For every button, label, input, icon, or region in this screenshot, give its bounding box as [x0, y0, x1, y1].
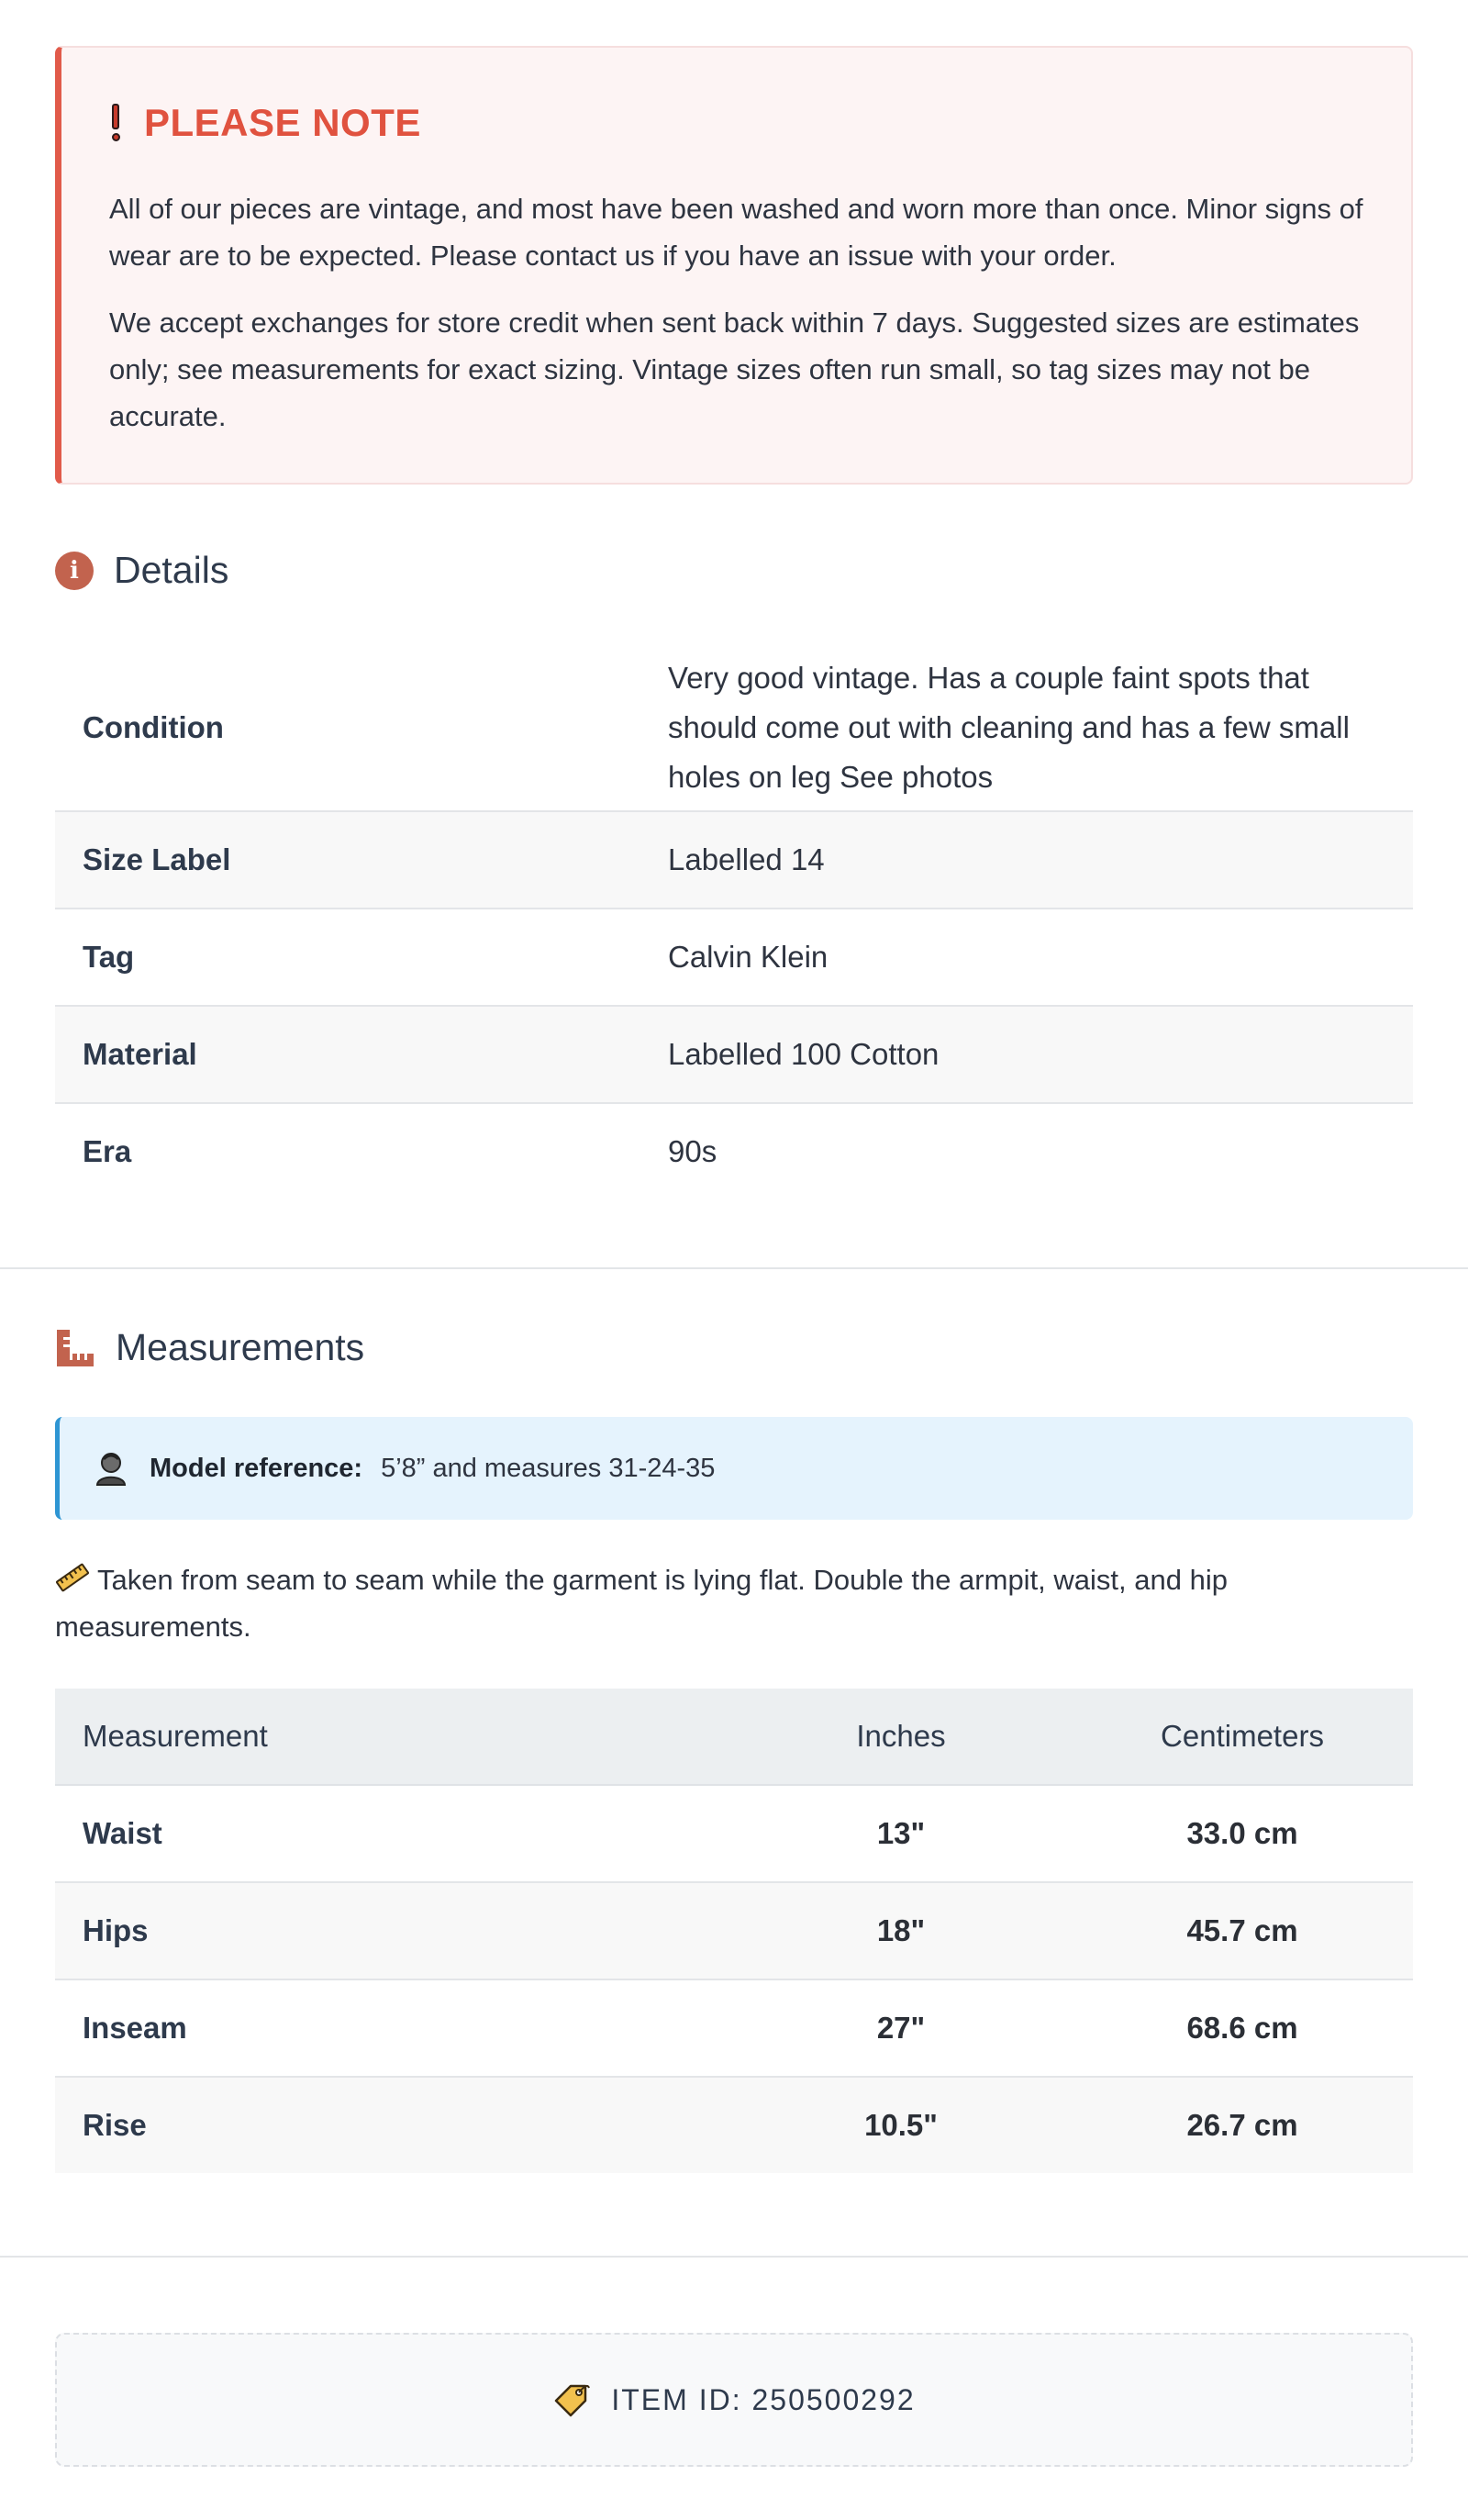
model-reference-label: Model reference:: [150, 1453, 363, 1483]
notice-paragraph: All of our pieces are vintage, and most have been washed and worn more than once. Minor signs of wear are to be expected. Please contact us if you have an issue with your order.: [109, 193, 1363, 272]
detail-value: Very good vintage. Has a couple faint spots that should come out with cleaning and has a few small holes on leg See photos: [667, 645, 1413, 811]
detail-label: Size Label: [55, 811, 667, 909]
detail-value: Labelled 14: [667, 811, 1413, 909]
measurement-cm: 33.0 cm: [1072, 1785, 1413, 1882]
measurement-name: Rise: [55, 2077, 730, 2173]
detail-label: Material: [55, 1006, 667, 1103]
measurement-inches: 10.5": [730, 2077, 1072, 2173]
measurement-note: [55, 1556, 1413, 1650]
tag-icon: [552, 2381, 591, 2419]
column-header-centimeters: Centimeters: [1072, 1689, 1413, 1785]
measurement-inches: 18": [730, 1882, 1072, 1979]
table-row: [55, 645, 1413, 811]
column-header-measurement: Measurement: [55, 1689, 730, 1785]
details-heading-text: Details: [114, 549, 229, 591]
measurement-cm: 68.6 cm: [1072, 1979, 1413, 2077]
item-id-text: ITEM ID: 250500292: [611, 2382, 916, 2416]
details-heading: [55, 549, 1413, 592]
ruler-icon: [55, 1328, 95, 1368]
measurement-inches: 27": [730, 1979, 1072, 2077]
detail-value: Labelled 100 Cotton: [667, 1006, 1413, 1103]
pencil-icon: [55, 1560, 90, 1595]
table-header-row: [55, 1689, 1413, 1785]
measurement-cm: 45.7 cm: [1072, 1882, 1413, 1979]
model-reference-value: 5’8” and measures 31-24-35: [381, 1453, 716, 1483]
table-row: [55, 1785, 1413, 1882]
detail-label: Condition: [55, 645, 667, 811]
measurements-heading: [55, 1326, 1413, 1369]
exclamation-icon: [109, 104, 122, 142]
detail-label: Era: [83, 1134, 132, 1168]
column-header-inches: Inches: [730, 1689, 1072, 1785]
measurements-heading-text: Measurements: [116, 1326, 365, 1368]
detail-label: Tag: [55, 909, 667, 1006]
notice-paragraph: We accept exchanges for store credit when sent back within 7 days. Suggested sizes are estimates only; see measurements for exact sizing. Vintage sizes often run small, so tag sizes may not be accurate.: [109, 307, 1360, 432]
section-divider: [0, 2256, 1468, 2258]
table-row: [55, 1006, 1413, 1103]
notice-title-text: PLEASE NOTE: [144, 101, 421, 144]
measurement-name: Hips: [55, 1882, 730, 1979]
detail-value: 90s: [668, 1134, 717, 1168]
measurements-table: [55, 1689, 1413, 2173]
measurement-name: Inseam: [55, 1979, 730, 2077]
measurement-cm: 26.7 cm: [1072, 2077, 1413, 2173]
measurement-inches: 13": [730, 1785, 1072, 1882]
model-reference: [55, 1417, 1413, 1520]
measurement-name: Waist: [55, 1785, 730, 1882]
item-id-box: [55, 2333, 1413, 2467]
table-row: [55, 1979, 1413, 2077]
notice-title: [109, 101, 1363, 145]
table-row: [55, 1103, 1413, 1199]
measurement-note-text: Taken from seam to seam while the garment is lying flat. Double the armpit, waist, and hip measurements.: [55, 1564, 1228, 1643]
table-row: [55, 811, 1413, 909]
section-divider: [0, 1267, 1468, 1269]
table-row: [55, 2077, 1413, 2173]
info-icon: i: [55, 552, 94, 590]
person-icon: [93, 1450, 129, 1487]
notice-box: [55, 46, 1413, 485]
detail-value: Calvin Klein: [667, 909, 1413, 1006]
table-row: [55, 1882, 1413, 1979]
table-row: [55, 909, 1413, 1006]
details-table: [55, 645, 1413, 1199]
